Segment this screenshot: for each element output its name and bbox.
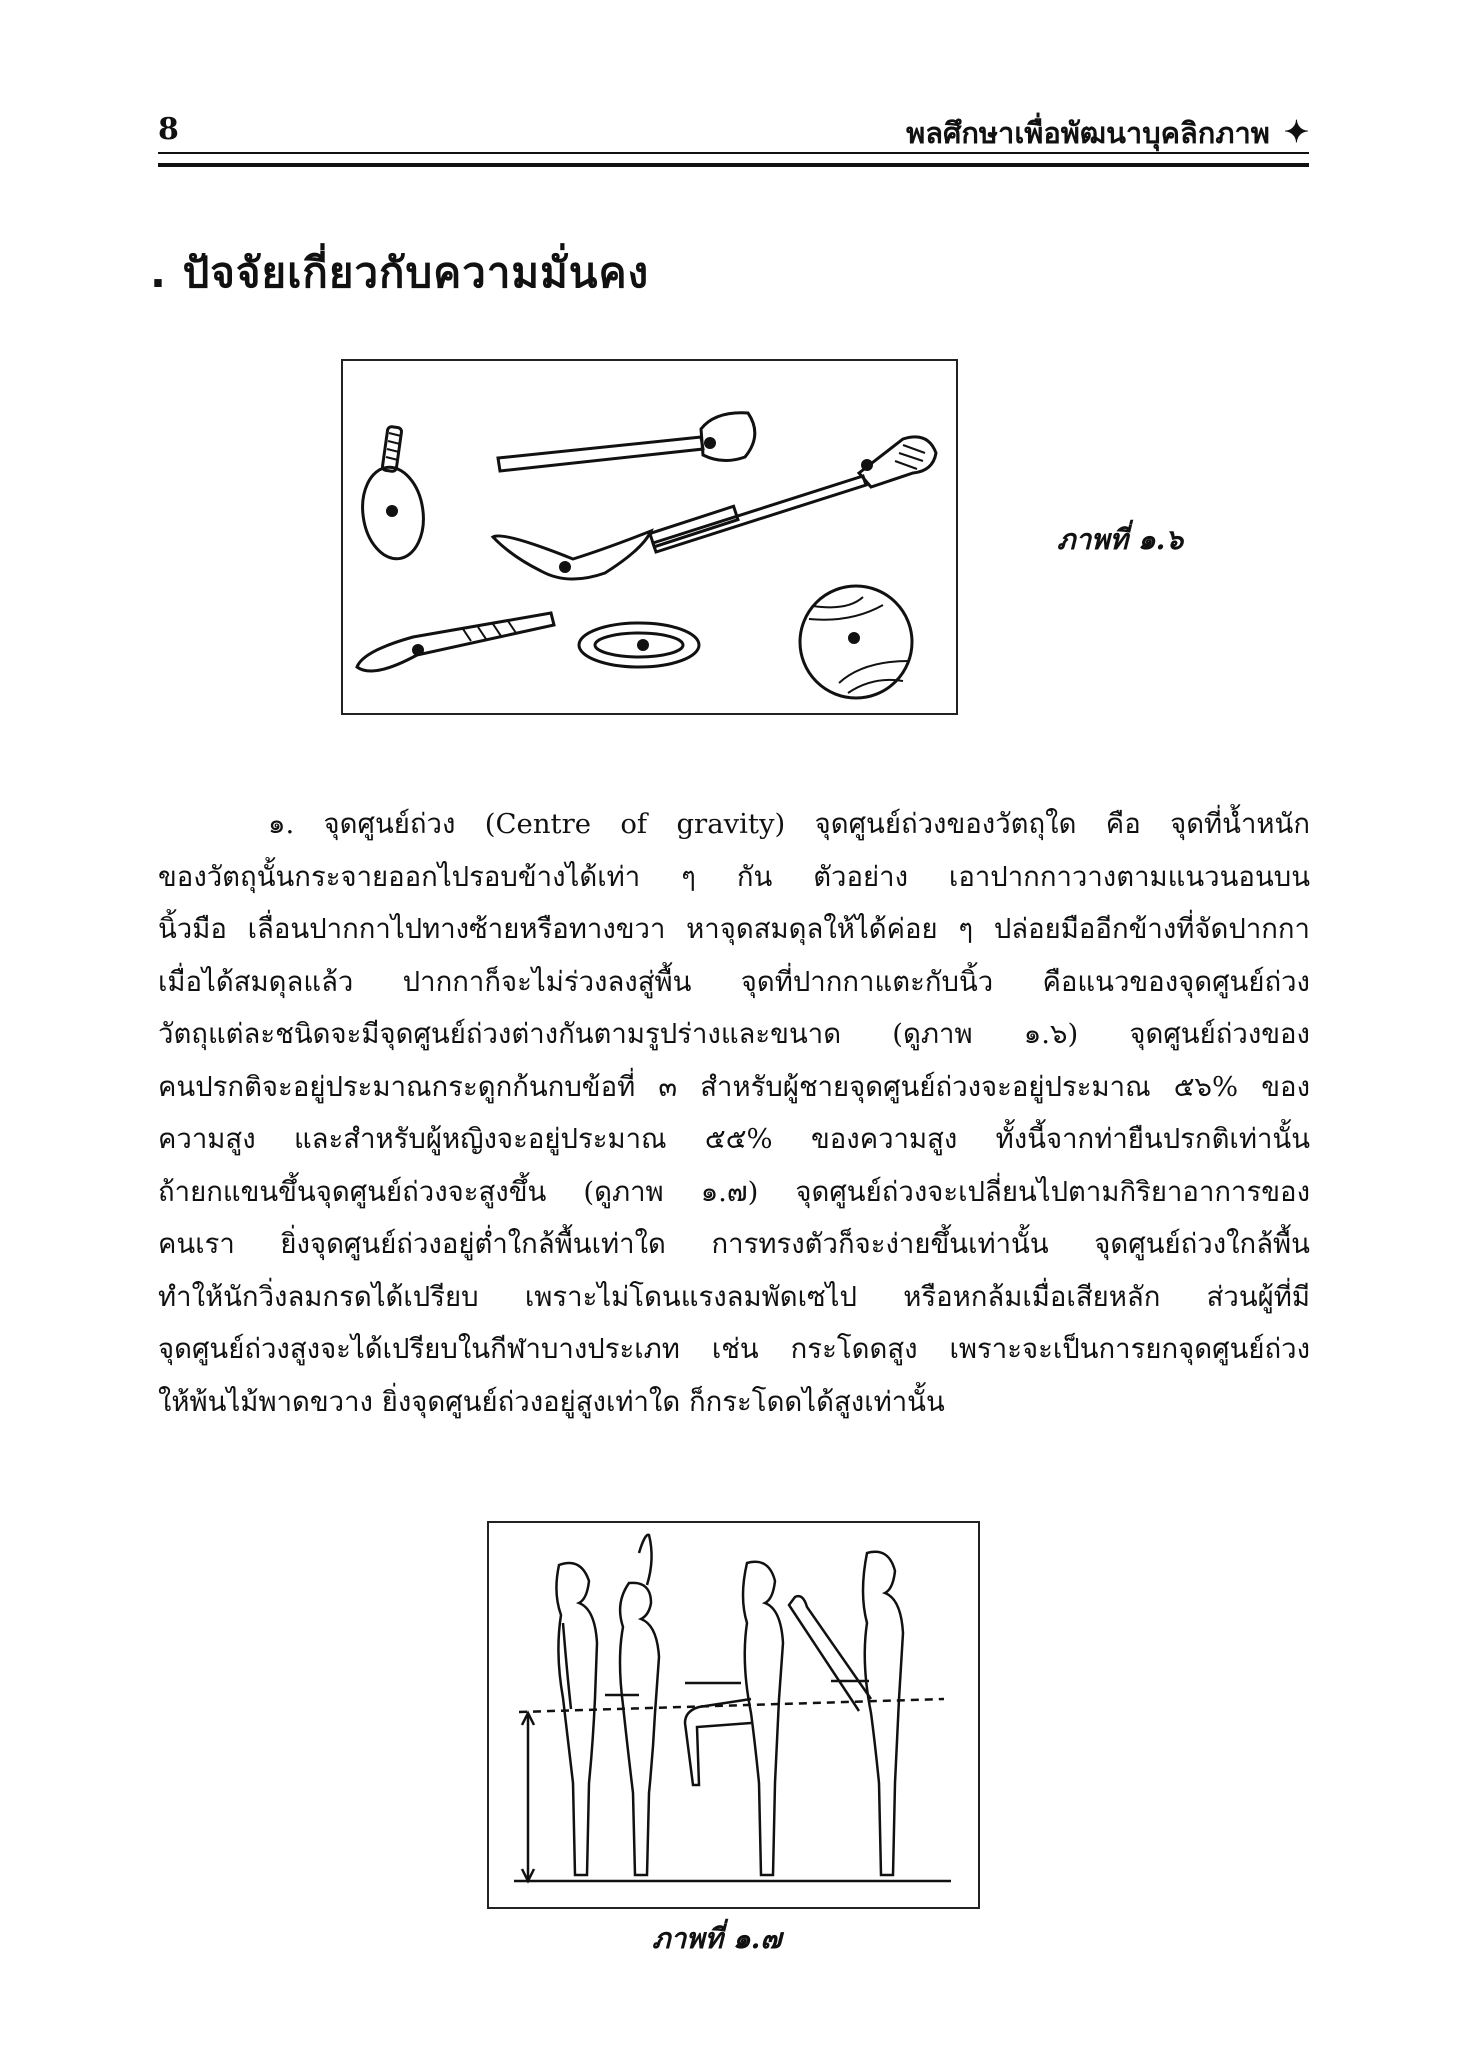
page-number: 8 <box>158 112 179 147</box>
paragraph-line: ๑. จุดศูนย์ถ่วง (Centre of gravity) จุดศูนย์ถ่วงของวัตถุใด คือ จุดที่น้ำหนัก <box>268 808 1310 840</box>
paragraph-line: ความสูง และสำหรับผู้หญิงจะอยู่ประมาณ ๕๕% ของความสูง ทั้งนี้จากท่ายืนปรกติเท่านั้น <box>158 1123 1310 1155</box>
figure-1-7-illustration <box>489 1523 978 1907</box>
shovel-blade <box>701 413 755 461</box>
shovel-handle <box>498 437 703 471</box>
four-point-star-icon: ✦ <box>1283 115 1309 150</box>
header-rule <box>158 152 1309 167</box>
paragraph-line: นิ้วมือ เลื่อนปากกาไปทางซ้ายหรือทางขวา หาจุดสมดุลให้ได้ค่อย ๆ ปล่อยมืออีกข้างที่จัดปากกา <box>158 913 1310 945</box>
figure-standing <box>556 1563 597 1875</box>
body-paragraph <box>158 798 1310 1428</box>
paragraph-line: วัตถุแต่ละชนิดจะมีจุดศูนย์ถ่วงต่างกันตามรูปร่างและขนาด (ดูภาพ ๑.๖) จุดศูนย์ถ่วงของ <box>158 1018 1310 1050</box>
figure-1-6-illustration <box>343 361 956 713</box>
running-header <box>906 110 1309 156</box>
paragraph-line: คนปรกติจะอยู่ประมาณกระดูกก้นกบข้อที่ ๓ สำหรับผู้ชายจุดศูนย์ถ่วงจะอยู่ประมาณ ๕๖% ของ <box>158 1070 1310 1103</box>
paragraph-line: จุดศูนย์ถ่วงสูงจะได้เปรียบในกีฬาบางประเภท เช่น กระโดดสูง เพราะจะเป็นการยกจุดศูนย์ถ่วง <box>158 1333 1310 1365</box>
figure-leg-raised <box>789 1552 903 1875</box>
boomerang <box>493 531 651 579</box>
figure-1-6 <box>341 359 958 715</box>
paragraph-line: คนเรา ยิ่งจุดศูนย์ถ่วงอยู่ต่ำใกล้พื้นเท่าใด การทรงตัวก็จะง่ายขึ้นเท่านั้น จุดศูนย์ถ่วงใกล้พื้น <box>158 1228 1310 1260</box>
figure-1-7 <box>487 1521 980 1909</box>
baseball-bat <box>357 613 554 671</box>
golf-club-shaft <box>653 476 866 552</box>
paragraph-line: เมื่อได้สมดุลแล้ว ปากกาก็จะไม่ร่วงลงสู่พื้น จุดที่ปากกาแตะกับนิ้ว คือแนวของจุดศูนย์ถ่วง <box>158 965 1310 998</box>
paragraph-line: ถ้ายกแขนขึ้นจุดศูนย์ถ่วงจะสูงขึ้น (ดูภาพ ๑.๗) จุดศูนย์ถ่วงจะเปลี่ยนไปตามกิริยาอาการของ <box>158 1175 1310 1208</box>
section-heading: . ปัจจัยเกี่ยวกับความมั่นคง <box>150 248 650 297</box>
paragraph-line: ของวัตถุนั้นกระจายออกไปรอบข้างได้เท่า ๆ กัน ตัวอย่าง เอาปากกาวางตามแนวนอนบน <box>158 860 1310 893</box>
paragraph-line: ให้พ้นไม้พาดขวาง ยิ่งจุดศูนย์ถ่วงอยู่สูงเท่าใด ก็กระโดดได้สูงเท่านั้น <box>158 1385 945 1418</box>
paragraph-line: ทำให้นักวิ่งลมกรดได้เปรียบ เพราะไม่โดนแรงลมพัดเซไป หรือหกล้มเมื่อเสียหลัก ส่วนผู้ที่มี <box>158 1280 1310 1313</box>
figure-1-7-caption: ภาพที่ ๑.๗ <box>652 1922 782 1955</box>
figure-arm-raised <box>605 1535 659 1875</box>
figure-1-6-caption: ภาพที่ ๑.๖ <box>1057 523 1184 556</box>
figure-knee-raised <box>685 1562 783 1875</box>
running-title: พลศึกษาเพื่อพัฒนาบุคลิกภาพ <box>906 116 1270 150</box>
